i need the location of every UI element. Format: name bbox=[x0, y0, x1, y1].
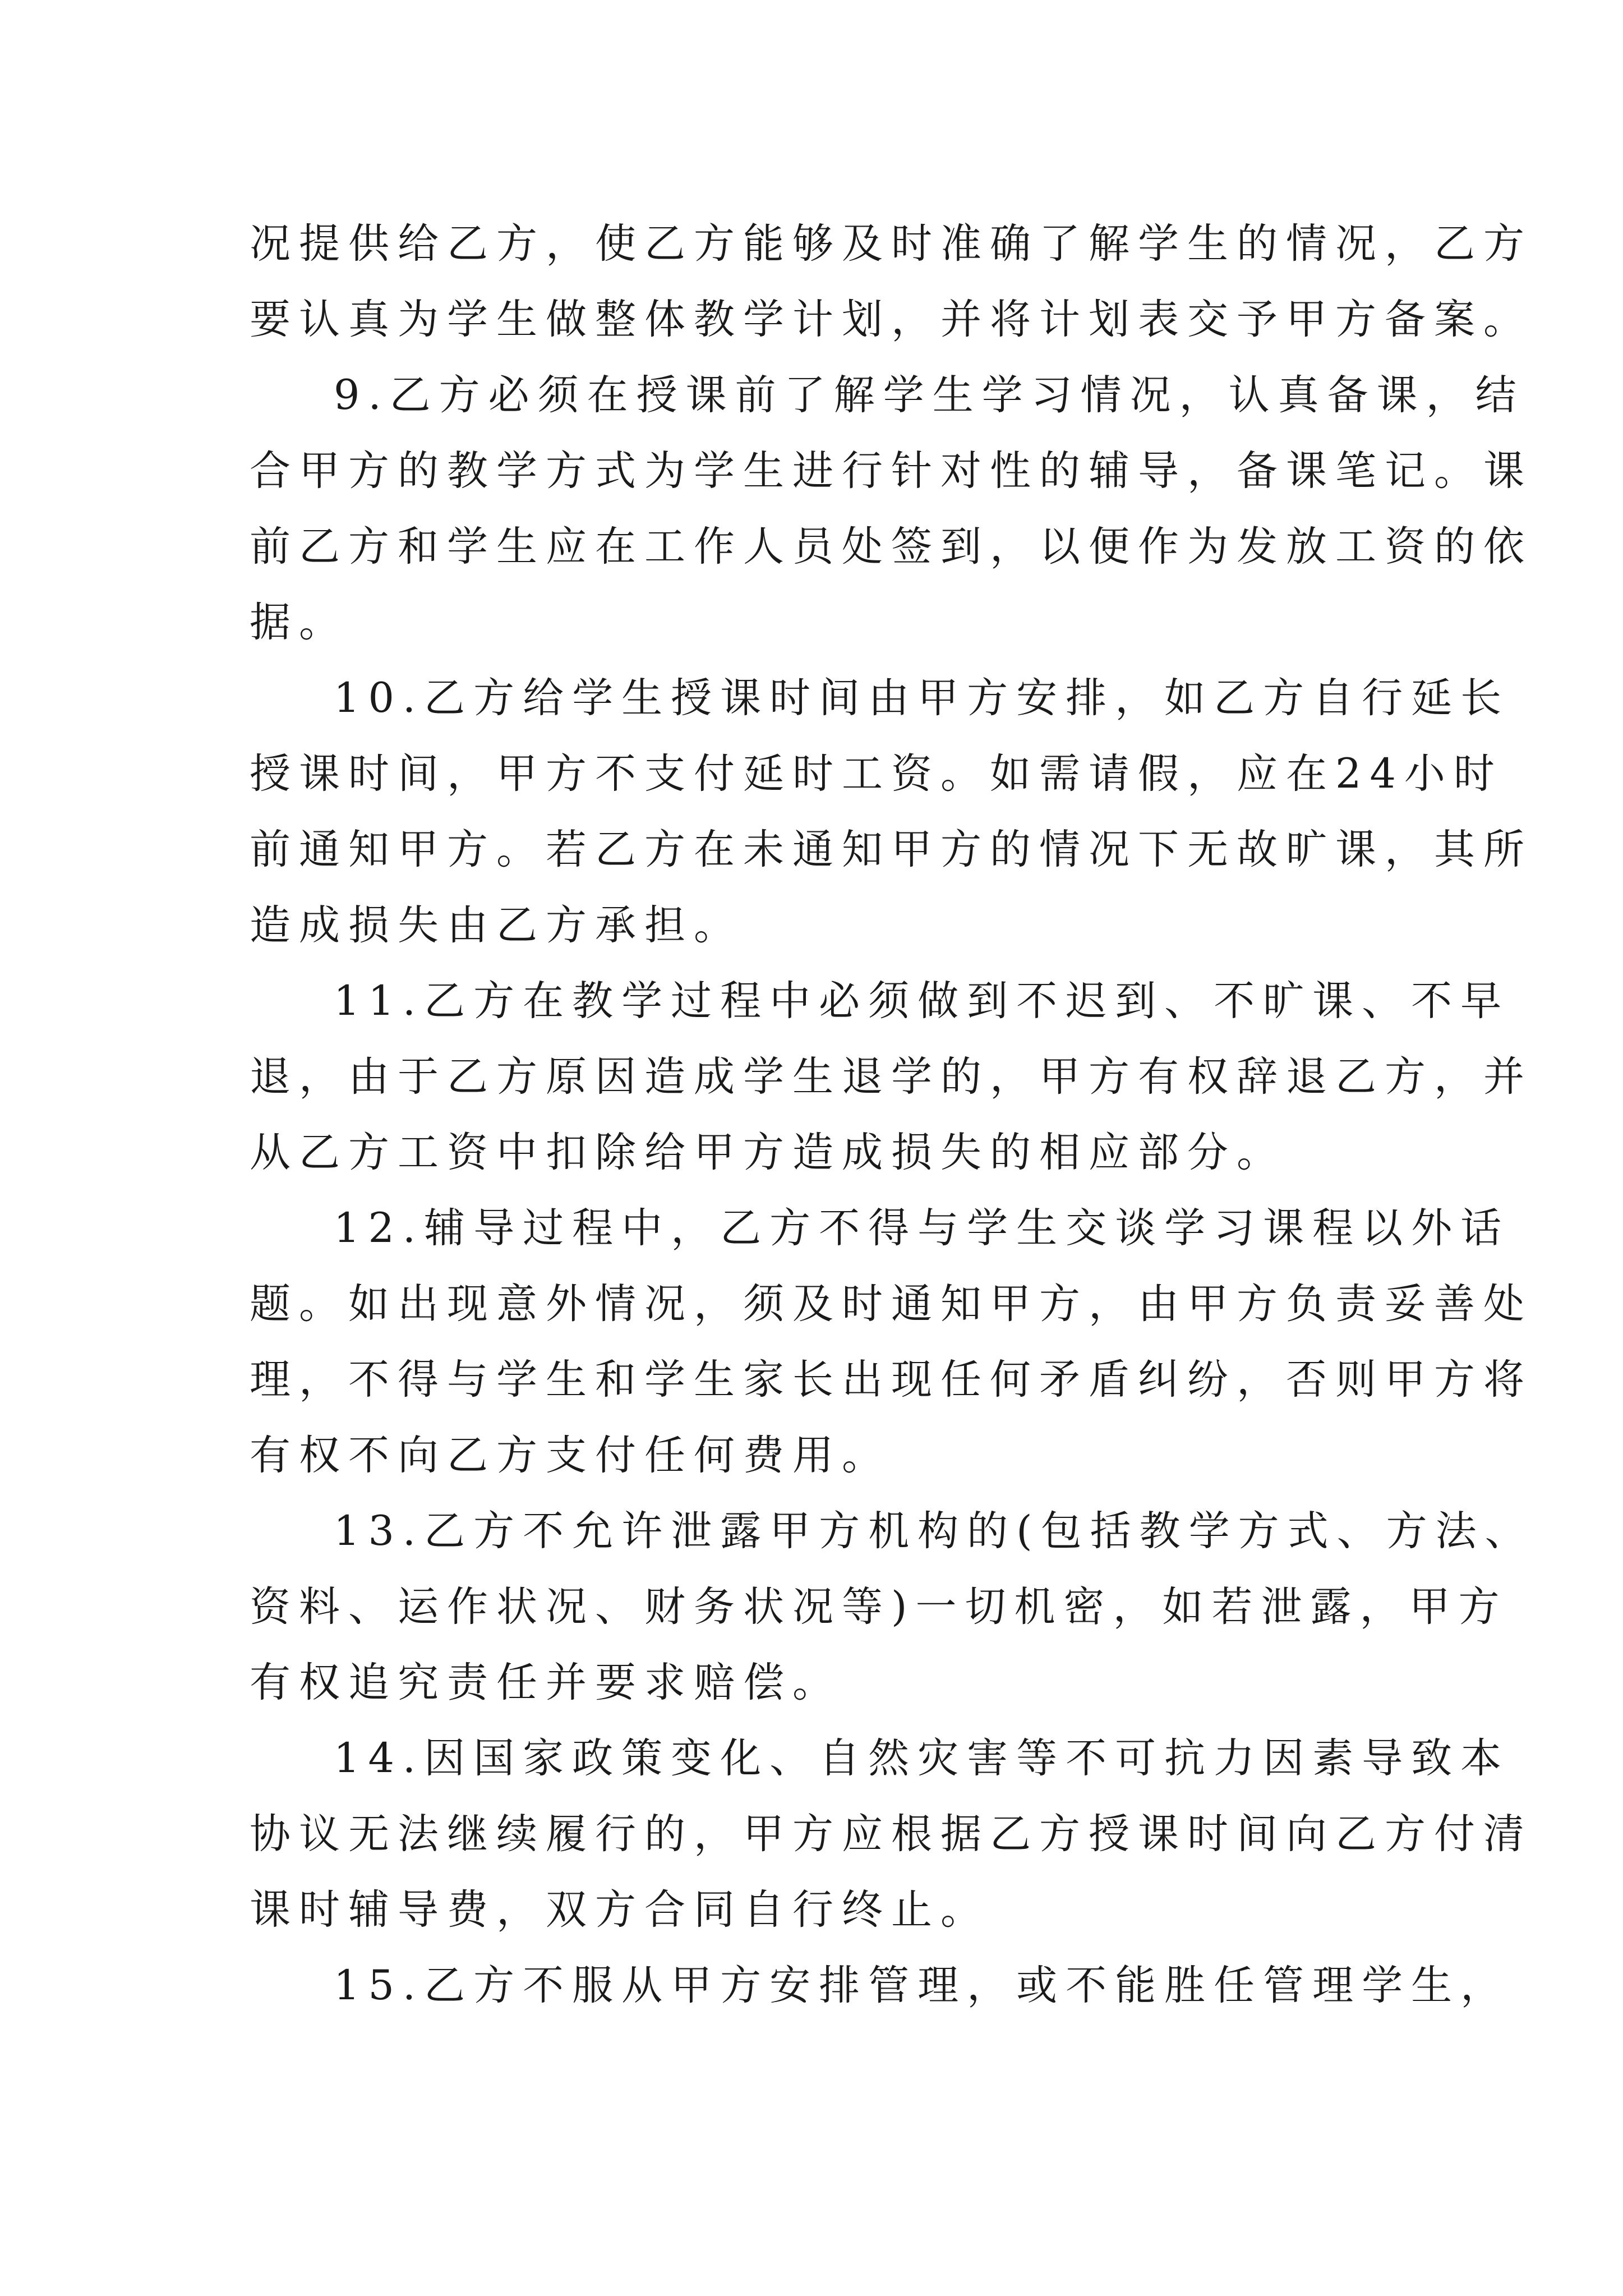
text-line: 要认真为学生做整体教学计划，并将计划表交予甲方备案。 bbox=[250, 296, 1533, 343]
clause-14-line: 14.因国家政策变化、自然灾害等不可抗力因素导致本 bbox=[334, 1734, 1510, 1782]
text-line: 前通知甲方。若乙方在未通知甲方的情况下无故旷课，其所 bbox=[250, 826, 1533, 873]
text-line: 理，不得与学生和学生家长出现任何矛盾纠纷，否则甲方将 bbox=[250, 1356, 1533, 1404]
text-line: 有权不向乙方支付任何费用。 bbox=[250, 1432, 891, 1479]
clause-15-line: 15.乙方不服从甲方安排管理，或不能胜任管理学生， bbox=[334, 1962, 1510, 2009]
text-line: 资料、运作状况、财务状况等)一切机密，如若泄露，甲方 bbox=[250, 1583, 1508, 1631]
text-line: 况提供给乙方，使乙方能够及时准确了解学生的情况，乙方 bbox=[250, 220, 1533, 268]
clause-11-line: 11.乙方在教学过程中必须做到不迟到、不旷课、不早 bbox=[334, 977, 1510, 1025]
text-line: 课时辅导费，双方合同自行终止。 bbox=[250, 1886, 990, 1934]
text-line: 题。如出现意外情况，须及时通知甲方，由甲方负责妥善处 bbox=[250, 1280, 1533, 1328]
clause-12-line: 12.辅导过程中，乙方不得与学生交谈学习课程以外话 bbox=[334, 1204, 1510, 1252]
text-line: 协议无法继续履行的，甲方应根据乙方授课时间向乙方付清 bbox=[250, 1810, 1533, 1858]
text-line: 从乙方工资中扣除给甲方造成损失的相应部分。 bbox=[250, 1129, 1286, 1176]
clause-10-line: 10.乙方给学生授课时间由甲方安排，如乙方自行延长 bbox=[334, 674, 1510, 722]
text-line: 造成损失由乙方承担。 bbox=[250, 901, 743, 949]
clause-9-line: 9.乙方必须在授课前了解学生学习情况，认真备课，结 bbox=[334, 371, 1525, 419]
clause-13-line: 13.乙方不允许泄露甲方机构的(包括教学方式、方法、 bbox=[334, 1507, 1534, 1555]
text-line: 合甲方的教学方式为学生进行针对性的辅导，备课笔记。课 bbox=[250, 447, 1533, 495]
text-line: 授课时间，甲方不支付延时工资。如需请假，应在24小时 bbox=[250, 750, 1503, 798]
text-line: 前乙方和学生应在工作人员处签到，以便作为发放工资的依 bbox=[250, 523, 1533, 570]
text-line: 退，由于乙方原因造成学生退学的，甲方有权辞退乙方，并 bbox=[250, 1053, 1533, 1101]
text-line: 有权追究责任并要求赔偿。 bbox=[250, 1659, 842, 1706]
text-line: 据。 bbox=[250, 599, 348, 646]
